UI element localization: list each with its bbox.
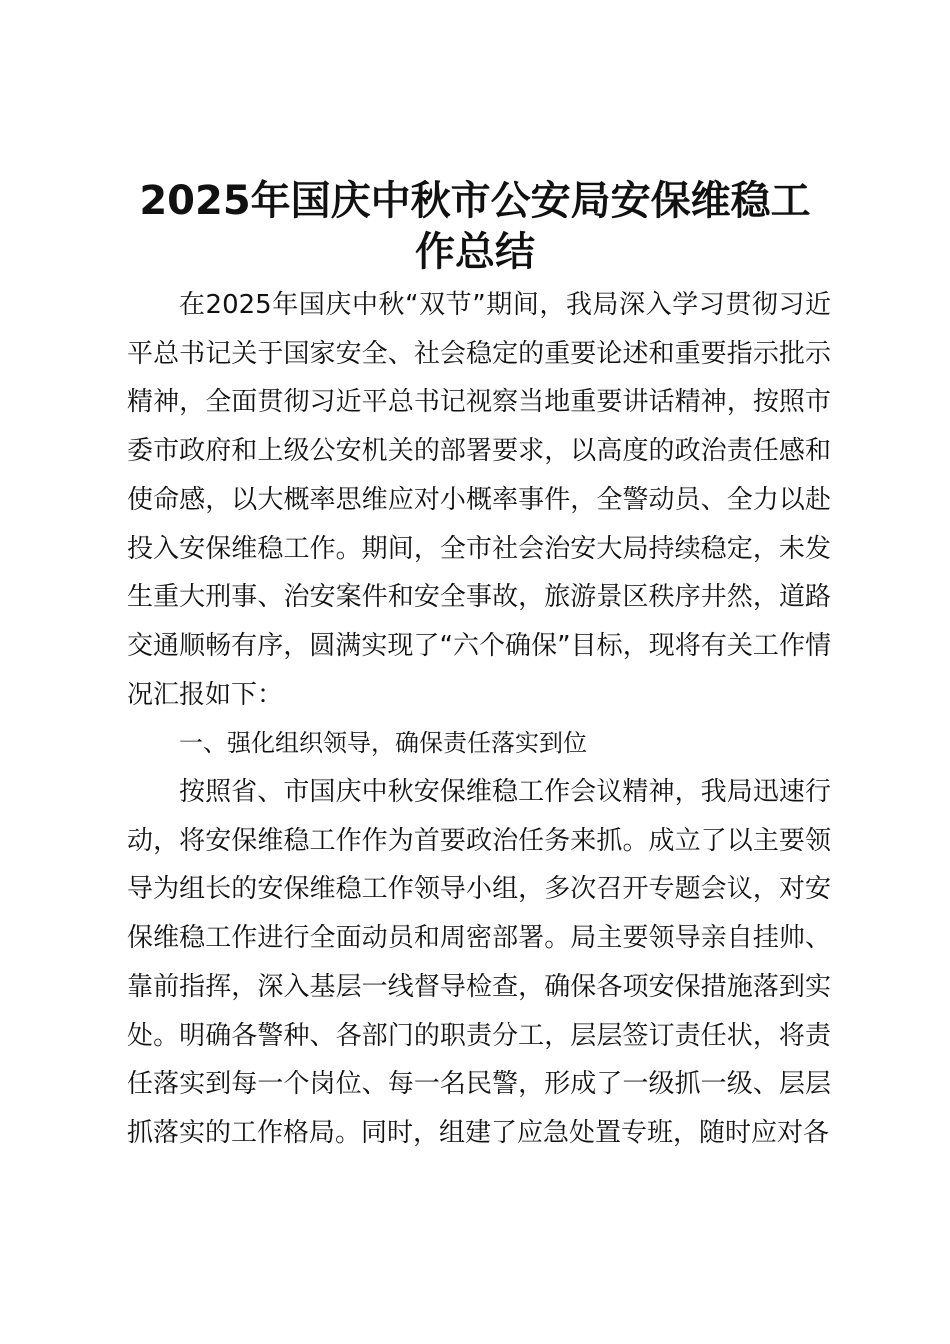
section-heading-1: 一、强化组织领导，确保责任落实到位 bbox=[179, 729, 587, 758]
document-body bbox=[127, 281, 831, 1158]
intro-paragraph: 在2025年国庆中秋“双节”期间，我局深入学习贯彻习近平总书记关于国家安全、社会稳定的重要论述和重要指示批示精神，全面贯彻习近平总书记视察当地重要讲话精神，按照市委市政府和上级公安机关的部署要求，以高度的政治责任感和使命感，以大概率思维应对小概率事件，全警动员、全力以赴投入安保维稳工作。期间，全市社会治安大局持续稳定，未发生重大刑事、治安案件和安全事故，旅游景区秩序井然，道路交通顺畅有序，圆满实现了“六个确保”目标，现将有关工作情况汇报如下： bbox=[127, 290, 831, 710]
section-1-paragraph: 按照省、市国庆中秋安保维稳工作会议精神，我局迅速行动，将安保维稳工作作为首要政治任务来抓。成立了以主要领导为组长的安保维稳工作领导小组，多次召开专题会议，对安保维稳工作进行全面动员和周密部署。局主要领导亲自挂帅、靠前指挥，深入基层一线督导检查，确保各项安保措施落到实处。明确各警种、各部门的职责分工，层层签订责任状，将责任落实到每一个岗位、每一名民警，形成了一级抓一级、层层抓落实的工作格局。同时，组建了应急处置专班，随时应对各 bbox=[127, 777, 831, 1148]
document-title: 2025年国庆中秋市公安局安保维稳工作总结 bbox=[139, 178, 811, 275]
